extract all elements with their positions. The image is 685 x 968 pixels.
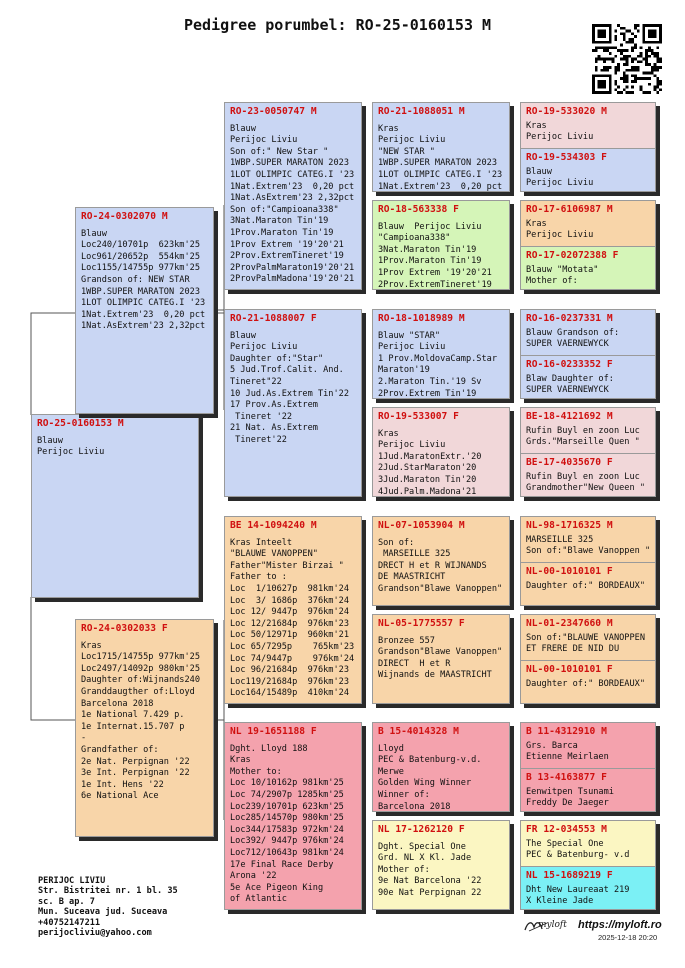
detail-line: 1LOT OLIMPIC CATEG.I '23 (230, 169, 355, 180)
footer-site-link[interactable]: https://myloft.ro (578, 919, 662, 931)
detail-line: Blauw (81, 228, 107, 239)
pigeon-card-sdd[interactable] (372, 407, 510, 497)
pigeon-details (378, 124, 505, 192)
pigeon-card-gen4-4[interactable] (520, 407, 656, 497)
detail-line: of Atlantic (230, 894, 287, 905)
ring-number: FR 12-034553 M (526, 824, 607, 835)
ring-number: RO-17-6106987 M (526, 204, 613, 215)
ring-number: B 11-4312910 M (526, 726, 607, 737)
pigeon-card-gen4-8[interactable] (520, 820, 656, 910)
detail-line: Dght. Special One (378, 841, 466, 852)
ring-number: RO-19-533020 M (526, 106, 607, 117)
detail-line: 21 Nat. As.Extrem (230, 423, 318, 434)
pigeon-details (526, 581, 651, 593)
detail-line: 2.Maraton Tin.'19 Sv (378, 376, 482, 387)
pigeon-details (526, 679, 651, 691)
pigeon-details (526, 121, 651, 144)
detail-line: Perijoc Liviu (526, 132, 594, 143)
detail-line: SUPER VAERNEWYCK (526, 385, 609, 396)
detail-line: Loc285/14570p 980km'25 (230, 813, 344, 824)
detail-line: MARSEILLE 325 (526, 534, 594, 545)
detail-line: 9e Nat Barcelona '22 (378, 876, 482, 887)
detail-line: Loc240/10701p 623km'25 (81, 240, 200, 251)
detail-line: Str. Bistritei nr. 1 bl. 35 (38, 886, 178, 897)
detail-line: Son of:"Campioana338" (230, 204, 339, 215)
pigeon-details (81, 229, 209, 333)
detail-line: Grandson of: NEW STAR (81, 274, 190, 285)
detail-line: PEC & Batenburg- v.d (526, 850, 630, 861)
ring-number: B 13-4163877 F (526, 772, 607, 783)
detail-line: Golden Wing Winner (378, 778, 472, 789)
pigeon-details (378, 222, 505, 290)
detail-line: 90e Nat Perpignan 22 (378, 887, 482, 898)
pigeon-details (526, 535, 651, 558)
pigeon-details (378, 636, 505, 682)
detail-line: Kras (230, 755, 251, 766)
detail-line: sc. B ap. 7 (38, 896, 95, 907)
pigeon-details (526, 219, 651, 242)
pigeon-details (230, 744, 357, 906)
detail-line: Daughter of:"Star" (230, 353, 324, 364)
detail-line: Son of:"Blawe Vanoppen " (526, 546, 651, 557)
detail-line: PERIJOC LIVIU (38, 876, 106, 886)
ring-number: RO-25-0160153 M (37, 418, 124, 429)
detail-line: 1Prov Extrem '19'20'21 (378, 267, 492, 278)
pigeon-card-g10[interactable] (521, 562, 655, 606)
detail-line: Loc 12/ 9447p 976km'24 (230, 607, 349, 618)
pigeon-card-gen4-6[interactable] (520, 614, 656, 704)
pigeon-details (526, 741, 651, 764)
pigeon-card-sire-sire[interactable] (224, 102, 362, 290)
detail-line: Blauw Perijoc Liviu (378, 221, 482, 232)
detail-line: Kras Inteelt (230, 537, 293, 548)
detail-line: Loc392/ 9447p 976km'24 (230, 836, 344, 847)
pigeon-card-dds[interactable] (372, 722, 510, 812)
detail-line: 2ProvPalmMadona'19'20'21 (230, 274, 355, 285)
detail-line: Father"Mister Birzai " (230, 560, 344, 571)
detail-line: Kras (526, 218, 547, 229)
detail-line: Blauw (37, 435, 63, 446)
pigeon-card-g5[interactable] (521, 310, 655, 355)
detail-line: Wijnands de MAASTRICHT (378, 670, 492, 681)
detail-line: Bronzee 557 (378, 635, 435, 646)
owner-contact (38, 876, 178, 938)
detail-line: Loc 96/21684p 976km'23 (230, 665, 349, 676)
detail-line: Grandfather of: (81, 744, 159, 755)
detail-line: X Kleine Jade (526, 896, 594, 907)
detail-line: ET FRERE DE NID DU (526, 644, 620, 655)
detail-line: 2Prov.ExtremTineret'19 (230, 251, 344, 262)
detail-line: Loc164/15489p 410km'24 (230, 688, 349, 699)
ring-number: RO-18-563338 F (378, 204, 459, 215)
pigeon-card-g4[interactable] (521, 246, 655, 290)
detail-line: Dht New Laureaat 219 (526, 884, 630, 895)
detail-line: 2Prov.Extrem Tin'19 (378, 388, 477, 399)
pigeon-card-g9[interactable] (521, 517, 655, 562)
pigeon-card-dsd[interactable] (372, 614, 510, 704)
detail-line: 3Nat.Maraton Tin'19 (230, 216, 329, 227)
detail-line: Arona '22 (230, 871, 277, 882)
pigeon-details (526, 633, 651, 656)
detail-line: Daughter of:" BORDEAUX" (526, 580, 645, 591)
pigeon-card-g2[interactable] (521, 148, 655, 192)
pigeon-card-g14[interactable] (521, 768, 655, 812)
detail-line: Loc 3/ 1686p 376km'24 (230, 595, 349, 606)
ring-number: RO-21-1088007 F (230, 313, 317, 324)
detail-line: Rufin Buyl en zoon Luc (526, 471, 640, 482)
pigeon-card-subject[interactable] (31, 414, 199, 598)
detail-line: Blauw (230, 123, 256, 134)
ring-number: RO-16-0233352 F (526, 359, 613, 370)
pigeon-details (526, 374, 651, 397)
detail-line: Grds."Marseille Quen " (526, 437, 640, 448)
detail-line: Barcelona 2018 (81, 698, 154, 709)
pigeon-details (526, 787, 651, 810)
detail-line: 1e Int. Hens '22 (81, 779, 164, 790)
detail-line: Kras (81, 640, 102, 651)
detail-line: Perijoc Liviu (378, 342, 446, 353)
pigeon-card-gen4-1[interactable] (520, 102, 656, 192)
pigeon-details (526, 885, 651, 908)
detail-line: 1LOT OLIMPIC CATEG.I '23 (378, 169, 503, 180)
detail-line: 2ProvPalmMaraton19'20'21 (230, 262, 355, 273)
detail-line: 1e National 7.429 p. (81, 710, 185, 721)
pigeon-card-g1[interactable] (521, 103, 655, 148)
pigeon-details (378, 429, 505, 497)
pigeon-card-g8[interactable] (521, 453, 655, 497)
detail-line: DIRECT H et R (378, 658, 451, 669)
pigeon-card-sire-dam[interactable] (224, 309, 362, 497)
pigeon-details (378, 538, 505, 596)
detail-line: 1e Internat.15.707 p (81, 721, 185, 732)
detail-line: Loc119/21684p 976km'23 (230, 676, 349, 687)
ring-number: RO-17-02072388 F (526, 250, 619, 261)
detail-line: Loc 1/10627p 981km'24 (230, 583, 349, 594)
pigeon-details (526, 426, 651, 449)
detail-line: 1Nat.AsExtrem'23 2,32pct (230, 193, 355, 204)
detail-line: Blauw (230, 330, 256, 341)
detail-line: Winner of: (378, 789, 430, 800)
detail-line: 10 Jud.As.Extrem Tin'22 (230, 388, 349, 399)
ring-number: RO-21-1088051 M (378, 106, 465, 117)
pigeon-card-g6[interactable] (521, 355, 655, 399)
pigeon-details (378, 331, 505, 399)
detail-line: The Special One (526, 838, 604, 849)
detail-line: 6e National Ace (81, 791, 159, 802)
detail-line: Dght. Lloyd 188 (230, 743, 308, 754)
detail-line: Son of:"BLAUWE VANOPPEN (526, 632, 645, 643)
pigeon-card-g7[interactable] (521, 408, 655, 453)
detail-line: Loc961/20652p 554km'25 (81, 251, 200, 262)
detail-line: Son of:" New Star " (230, 146, 329, 157)
detail-line: 1WBP.SUPER MARATON 2023 (230, 158, 349, 169)
pigeon-details (378, 842, 505, 900)
detail-line: Loc1715/14755p 977km'25 (81, 652, 200, 663)
pigeon-card-ddd[interactable] (372, 820, 510, 910)
detail-line: Perijoc Liviu (378, 135, 446, 146)
ring-number: NL 17-1262120 F (378, 824, 465, 835)
pigeon-details (230, 331, 357, 447)
detail-line: 1WBP.SUPER MARATON 2023 (81, 286, 200, 297)
detail-line: Mother to: (230, 766, 282, 777)
ring-number: NL-05-1775557 F (378, 618, 465, 629)
pigeon-card-gen4-5[interactable] (520, 516, 656, 606)
detail-line: 2Prov.ExtremTineret'19 (378, 279, 492, 290)
pigeon-details (37, 436, 194, 459)
pigeon-details (526, 472, 651, 495)
detail-line: Kras (378, 123, 399, 134)
ring-number: RO-19-533007 F (378, 411, 459, 422)
pigeon-card-g3[interactable] (521, 201, 655, 246)
footer-logo-text: myloft (538, 920, 567, 930)
detail-line: 5 Jud.Trof.Calit. And. (230, 365, 344, 376)
pigeon-card-dss[interactable] (372, 516, 510, 606)
detail-line: Grandson"Blawe Vanoppen" (378, 583, 503, 594)
detail-line: Loc 74/9447p 976km'24 (230, 653, 355, 664)
detail-line: Lloyd (378, 743, 404, 754)
detail-line: Grandmother"New Queen " (526, 483, 645, 494)
detail-line: 3e Int. Perpignan '22 (81, 768, 190, 779)
detail-line: Loc239/10701p 623km'25 (230, 801, 344, 812)
detail-line: Maraton'19 (378, 365, 430, 376)
pigeon-card-dam[interactable] (75, 619, 214, 837)
detail-line: Daughter of:" BORDEAUX" (526, 678, 645, 689)
detail-line: Grd. NL X Kl. Jade (378, 853, 472, 864)
ring-number: BE-17-4035670 F (526, 457, 613, 468)
pigeon-card-g12[interactable] (521, 660, 655, 704)
pigeon-card-gen4-7[interactable] (520, 722, 656, 812)
footer-date: 2025-12-18 20:20 (598, 933, 658, 942)
detail-line: Loc 12/21684p 976km'23 (230, 618, 349, 629)
ring-number: RO-23-0050747 M (230, 106, 317, 117)
detail-line: Mother of: (526, 276, 578, 287)
detail-line: Perijoc Liviu (230, 135, 298, 146)
ring-number: BE-18-4121692 M (526, 411, 613, 422)
pigeon-details (81, 641, 209, 803)
ring-number: B 15-4014328 M (378, 726, 459, 737)
detail-line: Blauw Grandson of: (526, 327, 620, 338)
detail-line: 2Jud.StarMaraton'20 (378, 463, 477, 474)
pigeon-card-gen4-3[interactable] (520, 309, 656, 399)
pigeon-card-sire[interactable] (75, 207, 214, 414)
detail-line: Tineret'22 (230, 434, 287, 445)
detail-line: Tineret '22 (230, 411, 293, 422)
detail-line: Loc 65/7295p 765km'23 (230, 641, 355, 652)
detail-line: 17 Prov.As.Extrem (230, 400, 318, 411)
pigeon-card-g11[interactable] (521, 615, 655, 660)
detail-line: Loc712/10643p 981km'24 (230, 847, 344, 858)
detail-line: Mun. Suceava jud. Suceava (38, 907, 168, 918)
pigeon-card-g15[interactable] (521, 821, 655, 866)
detail-line: Barcelona 2018 (378, 801, 451, 812)
detail-line: 1LOT OLIMPIC CATEG.I '23 (81, 298, 206, 309)
detail-line: Kras (378, 428, 399, 439)
pigeon-card-g13[interactable] (521, 723, 655, 768)
pigeon-card-sds[interactable] (372, 309, 510, 399)
detail-line: Loc 50/12971p 960km'21 (230, 630, 349, 641)
detail-line: MARSEILLE 325 (378, 549, 451, 560)
ring-number: RO-19-534303 F (526, 152, 607, 163)
detail-line: Tineret"22 (230, 376, 282, 387)
detail-line: - (81, 733, 87, 744)
detail-line: 2e Nat. Perpignan '22 (81, 756, 190, 767)
detail-line: DE MAASTRICHT (378, 572, 446, 583)
ring-number: RO-16-0237331 M (526, 313, 613, 324)
detail-line: 1Nat.Extrem'23 0,20 pct (378, 181, 503, 192)
ring-number: RO-18-1018989 M (378, 313, 465, 324)
pigeon-card-g16[interactable] (521, 866, 655, 910)
detail-line: 1Prov.Maraton Tin'19 (378, 256, 482, 267)
detail-line: Granddaugther of:Lloyd (81, 686, 195, 697)
detail-line: Blauw "STAR" (378, 330, 441, 341)
detail-line: 3Jud.Maraton Tin'20 (378, 474, 477, 485)
pigeon-card-dam-dam[interactable] (224, 722, 362, 910)
detail-line: 1Prov.Maraton Tin'19 (230, 227, 334, 238)
pigeon-details (526, 265, 651, 288)
detail-line: DRECT H et R WIJNANDS (378, 560, 487, 571)
detail-line: Merwe (378, 766, 404, 777)
detail-line: 1Nat.AsExtrem'23 2,32pct (81, 321, 206, 332)
pigeon-details (526, 167, 651, 190)
detail-line: 1 Prov.MoldovaCamp.Star (378, 353, 497, 364)
detail-line: 1Prov Extrem '19'20'21 (230, 239, 344, 250)
detail-line: Perijoc Liviu (378, 440, 446, 451)
pigeon-details (378, 744, 505, 812)
detail-line: "NEW STAR " (378, 146, 435, 157)
ring-number: BE 14-1094240 M (230, 520, 317, 531)
detail-line: Freddy De Jaeger (526, 798, 609, 809)
detail-line: 5e Ace Pigeon King (230, 882, 324, 893)
detail-line: Blauw (526, 166, 552, 177)
detail-line: Loc 10/10162p 981km'25 (230, 778, 344, 789)
detail-line: Daughter of:Wijnands240 (81, 675, 200, 686)
ring-number: NL-01-2347660 M (526, 618, 613, 629)
ring-number: RO-24-0302033 F (81, 623, 168, 634)
detail-line: Son of: (378, 537, 415, 548)
detail-line: Loc2497/14092p 980km'25 (81, 663, 200, 674)
detail-line: Perijoc Liviu (526, 230, 594, 241)
detail-line: perijocliviu@yahoo.com (38, 928, 152, 939)
detail-line: Mother of: (378, 864, 430, 875)
detail-line: Rufin Buyl en zoon Luc (526, 425, 640, 436)
pigeon-details (230, 538, 357, 700)
detail-line: Etienne Meirlaen (526, 752, 609, 763)
pigeon-card-ssd[interactable] (372, 200, 510, 290)
detail-line: Kras (526, 120, 547, 131)
detail-line: 3Nat.Maraton Tin'19 (378, 244, 477, 255)
detail-line: Father to : (230, 572, 287, 583)
ring-number: NL-07-1053904 M (378, 520, 465, 531)
detail-line: "BLAUWE VANOPPEN" (230, 549, 318, 560)
pigeon-details (526, 328, 651, 351)
pigeon-details (230, 124, 357, 286)
page-title: Pedigree porumbel: RO-25-0160153 M (184, 16, 492, 34)
detail-line: Grs. Barca (526, 740, 578, 751)
ring-number: RO-24-0302070 M (81, 211, 168, 222)
qr-code-icon (592, 24, 662, 94)
detail-line: "Campioana338" (378, 233, 451, 244)
ring-number: NL-00-1010101 F (526, 566, 613, 577)
detail-line: 1WBP.SUPER MARATON 2023 (378, 158, 497, 169)
detail-line: Grandson"Blawe Vanoppen" (378, 647, 503, 658)
detail-line: Perijoc Liviu (230, 342, 298, 353)
detail-line: 17e Final Race Derby (230, 859, 334, 870)
pigeon-details (526, 839, 651, 862)
detail-line: Loc1155/14755p 977km'25 (81, 263, 200, 274)
detail-line: +40752147211 (38, 917, 101, 928)
detail-line: Perijoc Liviu (37, 447, 105, 458)
ring-number: NL-00-1010101 F (526, 664, 613, 675)
detail-line: Loc 74/2907p 1285km'25 (230, 789, 344, 800)
detail-line: Loc344/17583p 972km'24 (230, 824, 344, 835)
detail-line: 1Jud.MaratonExtr.'20 (378, 451, 482, 462)
pigeon-card-sss[interactable] (372, 102, 510, 192)
detail-line: Perijoc Liviu (526, 178, 594, 189)
detail-line: Blaw Daughter of: (526, 373, 614, 384)
detail-line: 1Nat.Extrem'23 0,20 pct (81, 309, 206, 320)
pigeon-card-gen4-2[interactable] (520, 200, 656, 290)
pigeon-card-dam-sire[interactable] (224, 516, 362, 704)
detail-line: SUPER VAERNEWYCK (526, 339, 609, 350)
detail-line: PEC & Batenburg-v.d. (378, 755, 482, 766)
detail-line: Eenwitpen Tsunami (526, 786, 614, 797)
detail-line: 4Jud.Palm.Madona'21 (378, 486, 477, 497)
ring-number: NL 19-1651188 F (230, 726, 317, 737)
detail-line: Blauw "Motata" (526, 264, 599, 275)
ring-number: NL 15-1689219 F (526, 870, 613, 881)
ring-number: NL-98-1716325 M (526, 520, 613, 531)
detail-line: 1Nat.Extrem'23 0,20 pct (230, 181, 355, 192)
